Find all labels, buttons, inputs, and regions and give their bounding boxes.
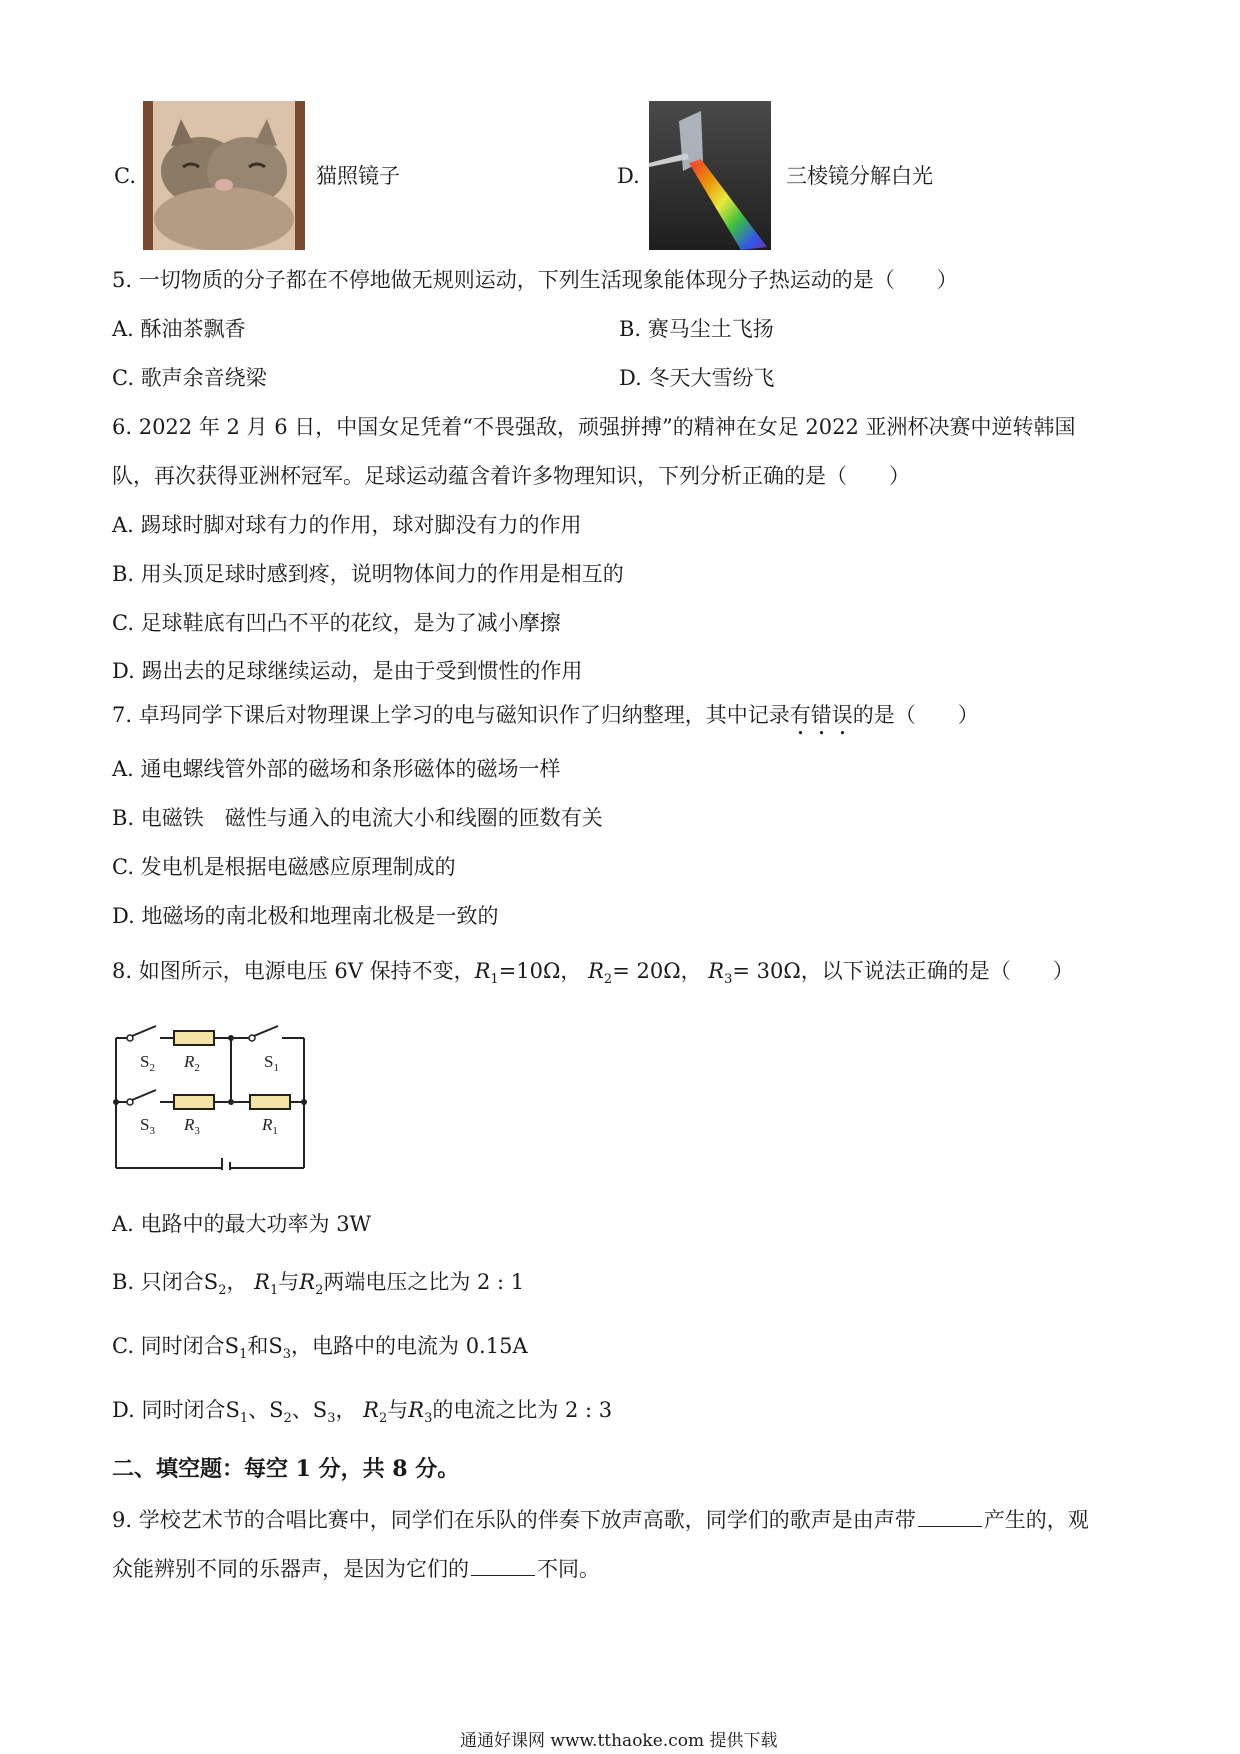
q8-d-s2-sub: 2: [283, 1411, 292, 1427]
q6-option-b: B. 用头顶足球时感到疼，说明物体间力的作用是相互的: [112, 562, 624, 586]
q8-c-post: ，电路中的电流为 0.15A: [291, 1334, 528, 1358]
q8-b-r2-sub: 2: [315, 1283, 324, 1299]
q8-d-sep2: 、: [291, 1398, 313, 1422]
q8-b-r2: R: [299, 1270, 316, 1294]
q8-d-s3-sub: 3: [327, 1411, 336, 1427]
q4-option-c-text: 猫照镜子: [316, 164, 400, 188]
q6-option-d: D. 踢出去的足球继续运动，是由于受到惯性的作用: [112, 659, 583, 683]
q8-d-s1-sub: 1: [239, 1411, 249, 1427]
q5-stem: 5. 一切物质的分子都在不停地做无规则运动，下列生活现象能体现分子热运动的是（ ）: [112, 268, 958, 292]
q7-option-a: A. 通电螺线管外部的磁场和条形磁体的磁场一样: [112, 757, 561, 781]
q8-b-s: S: [203, 1270, 219, 1294]
section2-heading: 二、填空题：每空 1 分，共 8 分。: [112, 1456, 460, 1482]
q8-c-s3: S: [268, 1334, 283, 1358]
q8-d-pre: D. 同时闭合: [112, 1398, 226, 1422]
q8-c-s1-sub: 1: [239, 1347, 248, 1363]
q8-d-sep3: ，: [335, 1398, 357, 1422]
q6-stem-line2: 队，再次获得亚洲杯冠军。足球运动蕴含着许多物理知识，下列分析正确的是（ ）: [112, 464, 910, 488]
q9-line1-post: 产生的，观: [983, 1508, 1089, 1532]
q5-option-c: C. 歌声余音绕梁: [112, 366, 267, 390]
q9-line1: [112, 1508, 1089, 1531]
q9-line2-pre: 众能辨别不同的乐器声，是因为它们的: [112, 1557, 469, 1581]
q4-option-d-text: 三棱镜分解白光: [786, 164, 933, 188]
circuit-label-r1: $R_1$: [262, 1115, 278, 1137]
q8-stem-pre: 8. 如图所示，电源电压 6V 保持不变，: [112, 959, 475, 983]
q8-b-mid2: 与: [278, 1270, 300, 1294]
q9-line1-pre: 9. 学校艺术节的合唱比赛中，同学们在乐队的伴奏下放声高歌，同学们的歌声是由声带: [112, 1508, 916, 1532]
q7-stem-post: 的是（ ）: [852, 703, 979, 727]
circuit-label-s1: $S_1$: [264, 1052, 279, 1074]
q6-option-c: C. 足球鞋底有凹凸不平的花纹，是为了减小摩擦: [112, 611, 561, 635]
q9-line2-post: 不同。: [537, 1557, 600, 1581]
q6-option-a: A. 踢球时脚对球有力的作用，球对脚没有力的作用: [112, 513, 582, 537]
q8-r2-sub: 2: [603, 972, 613, 988]
q8-d-mid: 与: [387, 1398, 409, 1422]
q4-option-c-label: C.: [114, 164, 136, 188]
q8-d-post: 的电流之比为 2 : 3: [432, 1398, 613, 1422]
q8-d-s2: S: [269, 1398, 284, 1422]
q8-b-r1: R: [254, 1270, 270, 1294]
q7-option-d: D. 地磁场的南北极和地理南北极是一致的: [112, 904, 499, 928]
circuit-label-r3: $R_3$: [184, 1115, 200, 1137]
q9-blank-1[interactable]: [918, 1508, 982, 1527]
q5-option-a: A. 酥油茶飘香: [112, 317, 246, 341]
q7-option-b: B. 电磁铁 磁性与通入的电流大小和线圈的匝数有关: [112, 806, 603, 830]
q8-b-r1-sub: 1: [269, 1283, 279, 1299]
q8-option-c: [112, 1336, 528, 1361]
q8-c-mid: 和: [247, 1334, 269, 1358]
q8-b-post: 两端电压之比为 2 : 1: [323, 1270, 525, 1294]
page-footer: 通通好课网 www.tthaoke.com 提供下载: [460, 1731, 778, 1751]
q8-b-mid1: ，: [226, 1270, 248, 1294]
q8-r3-symbol: R: [708, 959, 725, 983]
q8-d-sep1: 、: [248, 1398, 270, 1422]
q7-stem: [112, 703, 979, 740]
prism-image: [649, 101, 771, 250]
q5-option-b: B. 赛马尘土飞扬: [619, 317, 774, 341]
q4-option-d-label: D.: [617, 164, 640, 188]
q8-d-r2-sub: 2: [378, 1411, 388, 1427]
cat-mirror-image: [143, 101, 305, 250]
q8-r2-symbol: R: [588, 959, 604, 983]
q8-d-r3: R: [408, 1398, 425, 1422]
circuit-label-s3: $S_3$: [140, 1115, 155, 1137]
q8-d-s3: S: [312, 1398, 328, 1422]
q8-b-pre: B. 只闭合: [112, 1270, 204, 1294]
circuit-label-s2: $S_2$: [140, 1052, 155, 1074]
q8-d-r2: R: [363, 1398, 379, 1422]
q8-r1-symbol: R: [474, 959, 491, 983]
q6-stem-line1: 6. 2022 年 2 月 6 日，中国女足凭着“不畏强敌，顽强拼搏”的精神在女足 2022 亚洲杯决赛中逆转韩国: [112, 415, 1076, 439]
q8-r3-sub: 3: [724, 972, 733, 988]
q8-option-d: [112, 1400, 612, 1425]
q7-stem-emphasis: 有错误: [789, 703, 853, 727]
q8-d-s1: S: [225, 1398, 240, 1422]
q9-line2: [112, 1557, 600, 1580]
q8-d-r3-sub: 3: [424, 1411, 433, 1427]
q8-r2-value: = 20Ω，: [612, 959, 702, 983]
q8-r1-sub: 1: [490, 972, 499, 988]
q8-r3-value: = 30Ω，以下说法正确的是（ ）: [732, 959, 1074, 983]
q8-c-pre: C. 同时闭合: [112, 1334, 225, 1358]
q8-stem: [112, 961, 1074, 986]
q8-option-b: [112, 1272, 524, 1297]
q7-stem-pre: 7. 卓玛同学下课后对物理课上学习的电与磁知识作了归纳整理，其中记录: [112, 703, 790, 727]
q8-b-s-sub: 2: [218, 1283, 227, 1299]
q5-option-d: D. 冬天大雪纷飞: [619, 366, 775, 390]
q8-r1-value: =10Ω，: [498, 959, 582, 983]
circuit-label-r2: $R_2$: [184, 1052, 200, 1074]
q8-c-s3-sub: 3: [282, 1347, 292, 1363]
q8-c-s1: S: [224, 1334, 240, 1358]
q9-blank-2[interactable]: [471, 1557, 535, 1576]
circuit-diagram: [108, 1010, 318, 1170]
q8-option-a: A. 电路中的最大功率为 3W: [112, 1212, 372, 1236]
q7-option-c: C. 发电机是根据电磁感应原理制成的: [112, 855, 456, 879]
